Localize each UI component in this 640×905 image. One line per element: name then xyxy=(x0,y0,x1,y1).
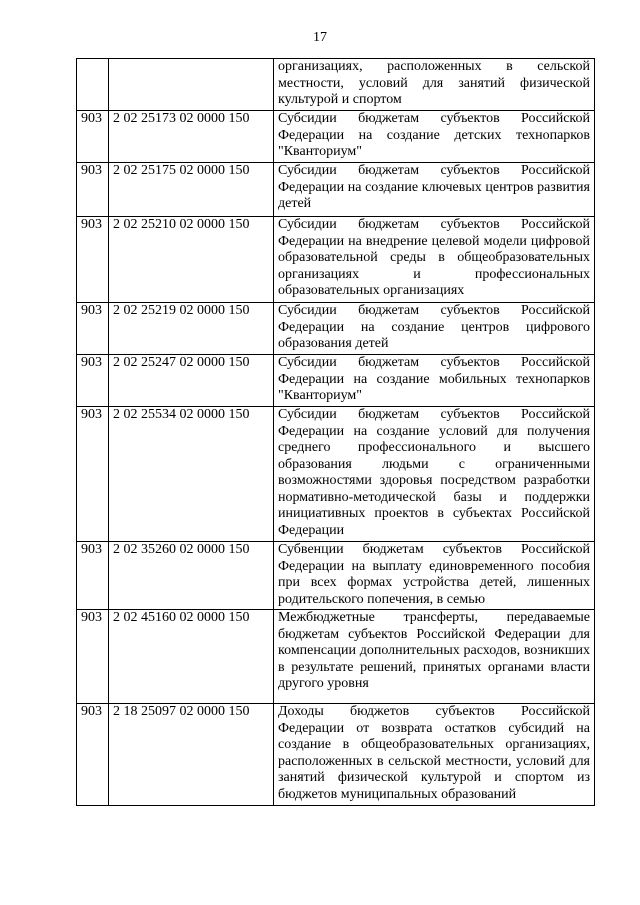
admin-code-cell: 903 xyxy=(77,111,109,163)
page-number: 17 xyxy=(313,30,327,45)
admin-code-cell: 903 xyxy=(77,704,109,806)
table-row xyxy=(77,355,595,407)
table-row xyxy=(77,610,595,704)
revenue-name-cell: Межбюджетные трансферты, передаваемые бюджетам субъектов Российской Федерации для компенсации дополнительных расходов, возникших в результате решений, принятых органами власти другого уровня xyxy=(274,610,595,704)
budget-classification-table xyxy=(76,58,595,806)
budget-code-cell: 2 02 35260 02 0000 150 xyxy=(109,542,274,610)
budget-code-cell: 2 18 25097 02 0000 150 xyxy=(109,704,274,806)
table-row xyxy=(77,111,595,163)
admin-code-cell: 903 xyxy=(77,355,109,407)
revenue-name-cell: Доходы бюджетов субъектов Российской Федерации от возврата остатков субсидий на создание в общеобразовательных организациях, расположенных в сельской местности, условий для занятий физической культурой и спортом из бюджетов муниципальных образований xyxy=(274,704,595,806)
table-row xyxy=(77,303,595,355)
budget-code-cell: 2 02 25210 02 0000 150 xyxy=(109,217,274,303)
admin-code-cell: 903 xyxy=(77,610,109,704)
revenue-name-cell: Субсидии бюджетам субъектов Российской Федерации на создание детских технопарков "Кванториум" xyxy=(274,111,595,163)
admin-code-cell: 903 xyxy=(77,542,109,610)
revenue-name-cell: Субсидии бюджетам субъектов Российской Федерации на создание условий для получения среднего профессионального и высшего образования людьми с ограниченными возможностями здоровья посредством разработки нормативно-методической базы и поддержки инициативных проектов в субъектах Российской Федерации xyxy=(274,407,595,542)
budget-code-cell: 2 02 25534 02 0000 150 xyxy=(109,407,274,542)
budget-code-cell: 2 02 25219 02 0000 150 xyxy=(109,303,274,355)
admin-code-cell: 903 xyxy=(77,303,109,355)
admin-code-cell xyxy=(77,59,109,111)
table-row xyxy=(77,163,595,217)
budget-code-cell: 2 02 25175 02 0000 150 xyxy=(109,163,274,217)
admin-code-cell: 903 xyxy=(77,407,109,542)
budget-code-cell: 2 02 25247 02 0000 150 xyxy=(109,355,274,407)
revenue-name-cell: Субсидии бюджетам субъектов Российской Федерации на создание мобильных технопарков "Кванториум" xyxy=(274,355,595,407)
budget-code-cell: 2 02 25173 02 0000 150 xyxy=(109,111,274,163)
table-row xyxy=(77,704,595,806)
admin-code-cell: 903 xyxy=(77,163,109,217)
table-row xyxy=(77,542,595,610)
admin-code-cell: 903 xyxy=(77,217,109,303)
revenue-name-cell: Субвенции бюджетам субъектов Российской Федерации на выплату единовременного пособия при всех формах устройства детей, лишенных родительского попечения, в семью xyxy=(274,542,595,610)
table-row xyxy=(77,407,595,542)
revenue-name-cell: Субсидии бюджетам субъектов Российской Федерации на внедрение целевой модели цифровой образовательной среды в общеобразовательных организациях и профессиональных образовательных организациях xyxy=(274,217,595,303)
budget-code-cell: 2 02 45160 02 0000 150 xyxy=(109,610,274,704)
revenue-name-cell: организациях, расположенных в сельской местности, условий для занятий физической культурой и спортом xyxy=(274,59,595,111)
table-row xyxy=(77,217,595,303)
revenue-name-cell: Субсидии бюджетам субъектов Российской Федерации на создание ключевых центров развития детей xyxy=(274,163,595,217)
table-row xyxy=(77,59,595,111)
revenue-name-cell: Субсидии бюджетам субъектов Российской Федерации на создание центров цифрового образования детей xyxy=(274,303,595,355)
budget-code-cell xyxy=(109,59,274,111)
